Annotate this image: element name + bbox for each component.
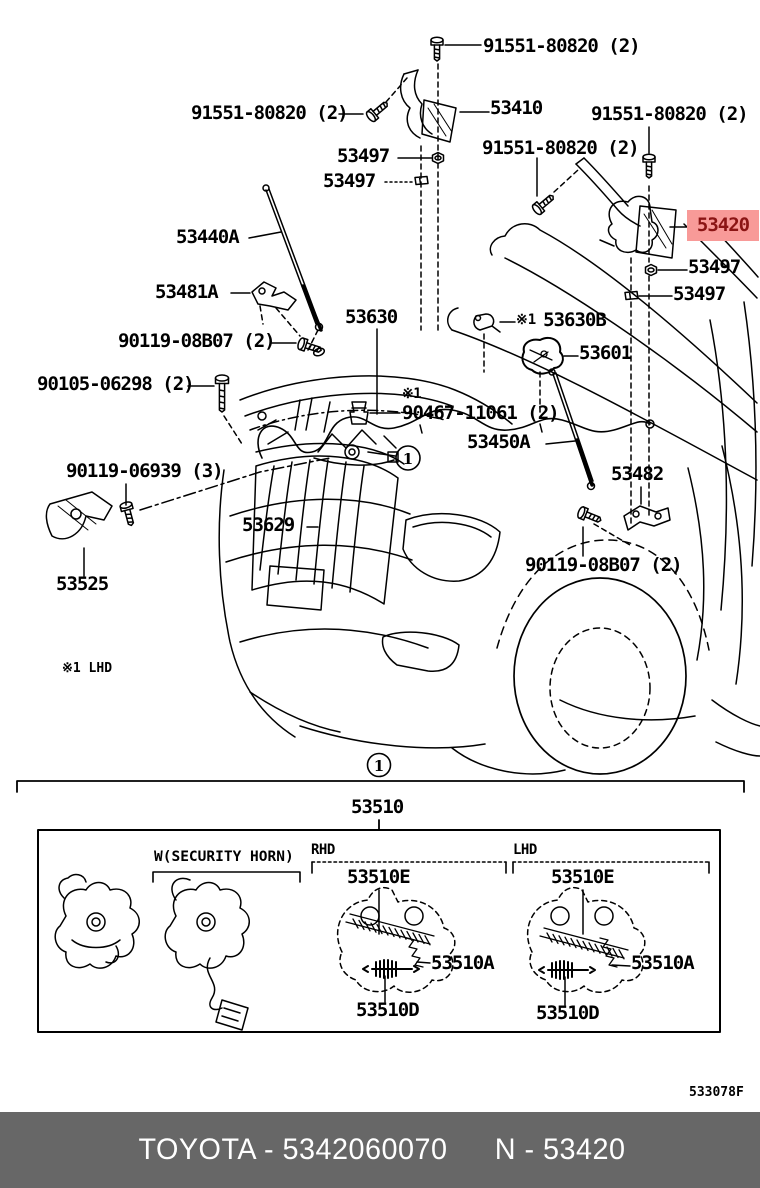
callout-ref-number: 1 xyxy=(373,757,385,775)
striker-53420-sketch xyxy=(600,196,676,258)
part-label-53510e-lhd: 53510E xyxy=(551,866,614,888)
hood-lock-sketch-security-horn xyxy=(165,878,249,1030)
part-label-53510a-rhd: 53510A xyxy=(431,952,494,974)
part-label-53497-b: 53497 xyxy=(323,170,376,192)
callout-ref-number: 1 xyxy=(402,450,414,468)
part-label-53630: 53630 xyxy=(345,306,398,328)
part-label-90119-08b07-right: 90119-08B07 (2) xyxy=(525,554,682,576)
part-label-53510d-lhd: 53510D xyxy=(536,1002,599,1024)
part-label-53510: 53510 xyxy=(351,796,404,818)
hood-lock-sketch-plain xyxy=(55,875,139,969)
footer-reference-number: N - 53420 xyxy=(494,1133,626,1166)
part-label-53525: 53525 xyxy=(56,573,109,595)
part-label-91551-top: 91551-80820 (2) xyxy=(483,35,640,57)
part-label-53410: 53410 xyxy=(490,97,543,119)
part-label-53629: 53629 xyxy=(242,514,295,536)
footnote-lhd: ※1 LHD xyxy=(62,661,113,676)
nut-icon xyxy=(646,265,657,276)
part-label-53510e-rhd: 53510E xyxy=(347,866,410,888)
part-label-90119-08b07-left: 90119-08B07 (2) xyxy=(118,330,275,352)
part-label-90467: 90467-11061 (2) xyxy=(402,402,559,424)
part-label-91551-left: 91551-80820 (2) xyxy=(191,102,348,124)
bracket-53481a-sketch xyxy=(252,282,296,310)
security-horn-label: W(SECURITY HORN) xyxy=(154,849,294,865)
part-label-53420-highlighted: 53420 xyxy=(687,210,759,241)
part-label-91551-right: 91551-80820 (2) xyxy=(591,103,748,125)
bolt-icon xyxy=(119,501,137,527)
footnote-marker: ※1 xyxy=(516,312,537,328)
lhd-lock-silhouette xyxy=(528,888,645,993)
support-53525-sketch xyxy=(46,492,112,539)
clamp-53630b-sketch xyxy=(474,314,500,332)
part-label-53497-a: 53497 xyxy=(337,145,390,167)
part-label-53450a: 53450A xyxy=(467,431,530,453)
sheet-code: 533078F xyxy=(689,1085,744,1100)
bolt-icon xyxy=(643,154,655,178)
footnote-marker: ※1 xyxy=(402,386,422,402)
hood-support-53440a xyxy=(263,185,323,331)
lhd-label: LHD xyxy=(513,842,537,858)
part-label-53601: 53601 xyxy=(579,342,632,364)
bolt-icon xyxy=(576,506,603,526)
bolt-icon xyxy=(216,375,229,412)
footer-bar xyxy=(0,1112,760,1188)
footer-catalog-number: TOYOTA - 5342060070 xyxy=(138,1133,448,1166)
hinge-53410-sketch xyxy=(401,70,456,142)
bolt-icon xyxy=(531,191,557,215)
part-label-53482: 53482 xyxy=(611,463,664,485)
hinge-right-sketch xyxy=(576,158,640,226)
part-label-53497-d: 53497 xyxy=(673,283,726,305)
part-label-91551-mid: 91551-80820 (2) xyxy=(482,137,639,159)
part-label-90105: 90105-06298 (2) xyxy=(37,373,194,395)
bolt-icon xyxy=(365,98,391,122)
part-label-53630b: ※1 53630B xyxy=(516,309,606,331)
part-label-90119-06939: 90119-06939 (3) xyxy=(66,460,223,482)
part-label-53497-c: 53497 xyxy=(688,256,741,278)
part-label-53440a: 53440A xyxy=(176,226,239,248)
part-label-53510a-lhd: 53510A xyxy=(631,952,694,974)
part-label-53510d-rhd: 53510D xyxy=(356,999,419,1021)
rhd-label: RHD xyxy=(311,842,335,858)
bolt-icon xyxy=(431,37,443,61)
part-label-53481a: 53481A xyxy=(155,281,218,303)
